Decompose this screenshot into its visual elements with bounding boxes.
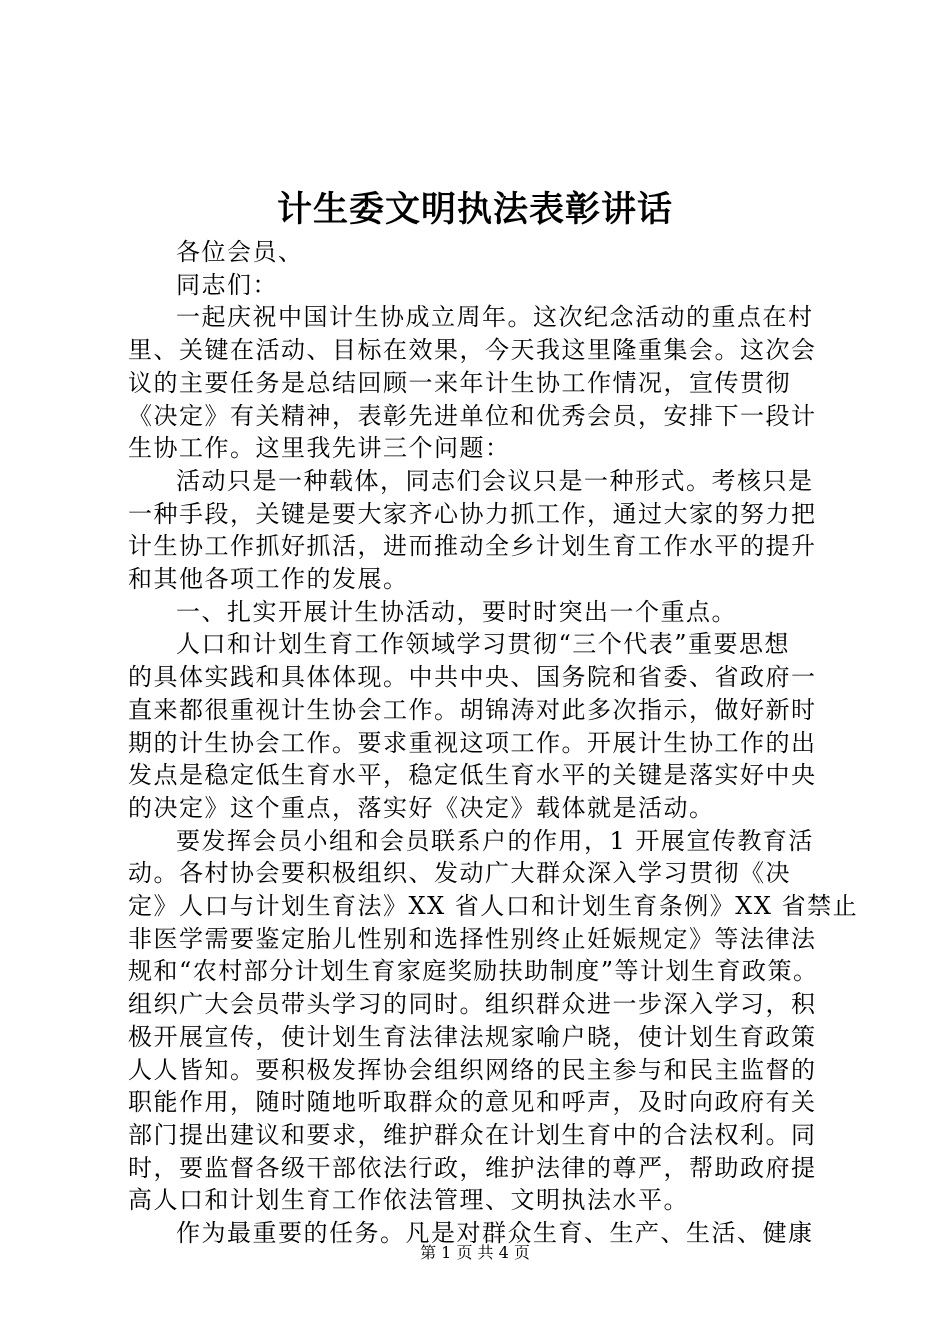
text-line: 活动只是一种载体，同志们会议只是一种形式。考核只是 (176, 466, 814, 495)
page-number-footer: 第 1 页 共 4 页 (420, 1243, 530, 1262)
text-line: 作为最重要的任务。凡是对群众生育、生产、生活、健康 (176, 1219, 814, 1248)
text-line: 部门提出建议和要求，维护群众在计划生育中的合法权利。同 (128, 1120, 817, 1149)
text-line: 直来都很重视计生协会工作。胡锦涛对此多次指示，做好新时 (128, 695, 817, 724)
text-line: 人人皆知。要积极发挥协会组织网络的民主参与和民主监督的 (128, 1055, 817, 1084)
text-line: 一种手段，关键是要大家齐心协力抓工作，通过大家的努力把 (128, 499, 817, 528)
text-line: 人口和计划生育工作领域学习贯彻“三个代表”重要思想 (176, 630, 791, 659)
text-line: 规和“农村部分计划生育家庭奖励扶助制度”等计划生育政策。 (128, 957, 819, 986)
text-line: 一起庆祝中国计生协成立周年。这次纪念活动的重点在村 (176, 303, 814, 332)
document-body (128, 236, 859, 1250)
paragraph (128, 825, 859, 1217)
text-line: 生协工作。这里我先讲三个问题： (128, 434, 511, 463)
text-line: 定》人口与计划生育法》XX 省人口和计划生育条例》XX 省禁止 (128, 892, 859, 921)
text-line: 要发挥会员小组和会员联系户的作用，1 开展宣传教育活 (176, 826, 814, 855)
text-line: 高人口和计划生育工作依法管理、文明执法水平。 (128, 1186, 689, 1215)
text-line: 同志们： (176, 270, 278, 299)
text-line: 的决定》这个重点，落实好《决定》载体就是活动。 (128, 793, 715, 822)
section-heading (128, 596, 836, 629)
text-line: 计生协工作抓好抓活，进而推动全乡计划生育工作水平的提升 (128, 532, 817, 561)
text-line: 和其他各项工作的发展。 (128, 565, 409, 594)
paragraph (128, 628, 836, 824)
paragraph (128, 236, 836, 269)
text-line: 组织广大会员带头学习的同时。组织群众进一步深入学习，积 (128, 990, 817, 1019)
text-line: 发点是稳定低生育水平，稳定低生育水平的关键是落实好中央 (128, 761, 817, 790)
text-line: 一、扎实开展计生协活动，要时时突出一个重点。 (176, 597, 737, 626)
document-title: 计生委文明执法表彰讲话 (276, 189, 673, 230)
text-line: 动。各村协会要积极组织、发动广大群众深入学习贯彻《决 (128, 859, 791, 888)
text-line: 的具体实践和具体体现。中共中央、国务院和省委、省政府一 (128, 663, 817, 692)
text-line: 时，要监督各级干部依法行政，维护法律的尊严，帮助政府提 (128, 1153, 817, 1182)
paragraph (128, 301, 836, 465)
text-line: 极开展宣传，使计划生育法律法规家喻户晓，使计划生育政策 (128, 1022, 817, 1051)
text-line: 非医学需要鉴定胎儿性别和选择性别终止妊娠规定》等法律法 (128, 924, 817, 953)
text-line: 里、关键在活动、目标在效果，今天我这里隆重集会。这次会 (128, 336, 817, 365)
text-line: 期的计生协会工作。要求重视这项工作。开展计生协工作的出 (128, 728, 817, 757)
text-line: 议的主要任务是总结回顾一来年计生协工作情况，宣传贯彻 (128, 368, 791, 397)
text-line: 各位会员、 (176, 238, 304, 266)
text-line: 《决定》有关精神，表彰先进单位和优秀会员，安排下一段计 (128, 401, 817, 430)
paragraph (128, 269, 836, 302)
paragraph (128, 465, 836, 596)
text-line: 职能作用，随时随地听取群众的意见和呼声，及时向政府有关 (128, 1088, 817, 1117)
